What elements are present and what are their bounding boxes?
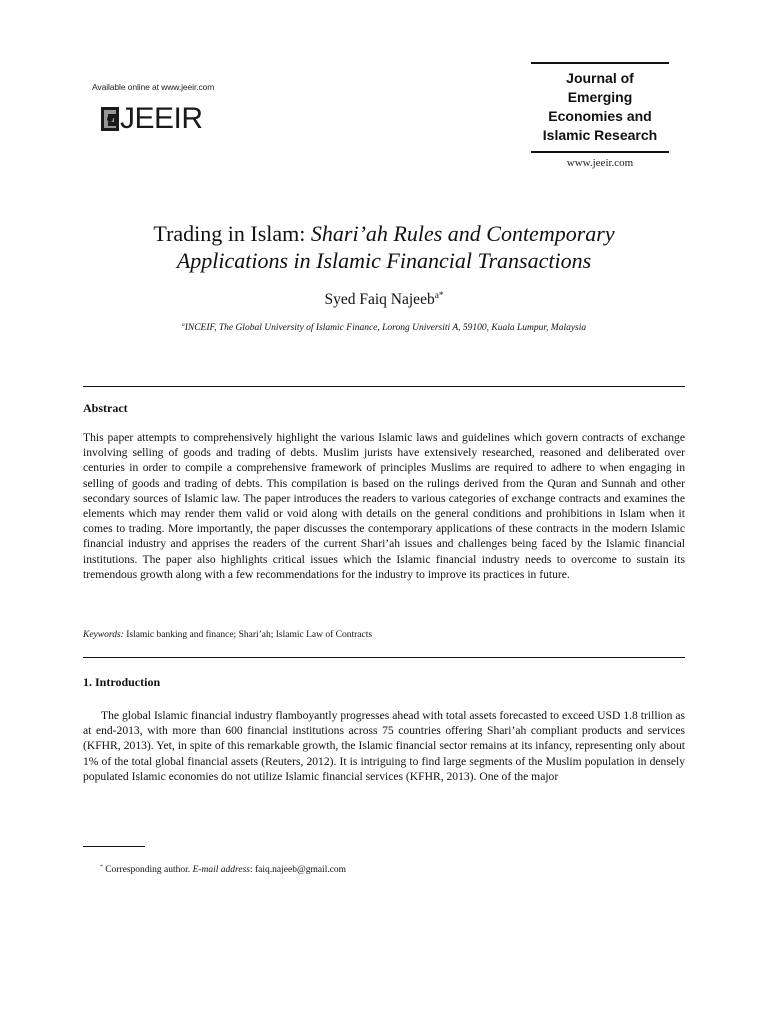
- title-italic-line-2: Applications in Islamic Financial Transactions: [176, 248, 592, 273]
- introduction-body: [83, 708, 685, 784]
- author-line: [60, 291, 708, 309]
- abstract-bottom-rule: [83, 657, 685, 658]
- affiliation-text: INCEIF, The Global University of Islamic Finance, Lorong Universiti A, 59100, Kuala Lumpur, Malaysia: [184, 323, 587, 334]
- journal-name-line: Journal of: [566, 70, 634, 86]
- abstract-text: This paper attempts to comprehensively highlight the various Islamic laws and guidelines which govern contracts of exchange involving selling of goods and trading of debts. Muslim jurists have extensively researched, reasoned and deliberated over centuries in order to compile a comprehensive framework of principles Muslims are required to adhere to when engaging in selling of goods and trading of debts. This compilation is based on the rulings derived from the Quran and Sunnah and other secondary sources of Islamic law. The paper introduces the readers to various categories of exchange contracts and examines the elements which may render them valid or void along with details on the general conditions and prohibitions in Islam when it comes to trading. More importantly, the paper discusses the contemporary applications of these contracts in the modern Islamic financial industry and apprises the readers of the current Shari’ah issues and challenges being faced by the Islamic financial institutions. The paper also highlights critical issues which the Islamic financial industry needs to overcome to sustain its tremendous growth along with a few recommendations for the industry to improve its practices in future.: [83, 431, 685, 581]
- availability-note: Available online at www.jeeir.com: [92, 82, 215, 92]
- journal-name-line: Emerging: [567, 89, 633, 105]
- introduction-heading: 1. Introduction: [83, 675, 161, 689]
- author-marks: a*: [434, 291, 444, 301]
- logo-emblem-icon: [100, 104, 120, 134]
- introduction-text: The global Islamic financial industry flamboyantly progresses ahead with total assets forecasted to exceed USD 1.8 trillion as at end-2013, with more than 600 financial institutions across 75 countries offering Shari’ah compliant products and services (KFHR, 2013). Yet, in spite of this remarkable growth, the Islamic financial sector remains at its infancy, representing only about 1% of the total global financial assets (Reuters, 2012). It is intriguing to find large segments of the Muslim population in densely populated Islamic economies do not utilize Islamic financial services (KFHR, 2013). One of the major: [83, 709, 685, 783]
- abstract-body: [83, 430, 685, 582]
- title-plain: Trading in Islam:: [153, 221, 311, 246]
- title-italic-line-1: Shari’ah Rules and Contemporary: [310, 221, 615, 246]
- keywords-text: Islamic banking and finance; Shari’ah; Islamic Law of Contracts: [123, 630, 373, 640]
- footnote-lead: Corresponding author.: [102, 865, 193, 876]
- abstract-top-rule: [83, 386, 685, 387]
- article-title: [60, 220, 708, 274]
- footnote-email-label: E-mail address: [192, 865, 250, 876]
- author-name: Syed Faiq Najeeb: [324, 291, 435, 309]
- footnote-mark: *: [100, 864, 103, 870]
- logo-text: JEEIR: [120, 102, 203, 135]
- footnote-email[interactable]: : faiq.najeeb@gmail.com: [250, 865, 347, 876]
- journal-url[interactable]: www.jeeir.com: [566, 157, 634, 169]
- keywords-label: Keywords:: [83, 630, 124, 640]
- journal-name-box: [531, 62, 669, 153]
- affiliation-line: [60, 322, 708, 333]
- keywords-line: [83, 630, 372, 640]
- journal-name-line: Economies and: [548, 108, 652, 124]
- footnote: [100, 864, 346, 875]
- journal-name-line: Islamic Research: [542, 127, 658, 143]
- footnote-rule: [83, 846, 145, 847]
- affiliation-mark: a: [181, 322, 185, 328]
- journal-logo: [100, 100, 203, 134]
- abstract-heading: Abstract: [83, 401, 128, 415]
